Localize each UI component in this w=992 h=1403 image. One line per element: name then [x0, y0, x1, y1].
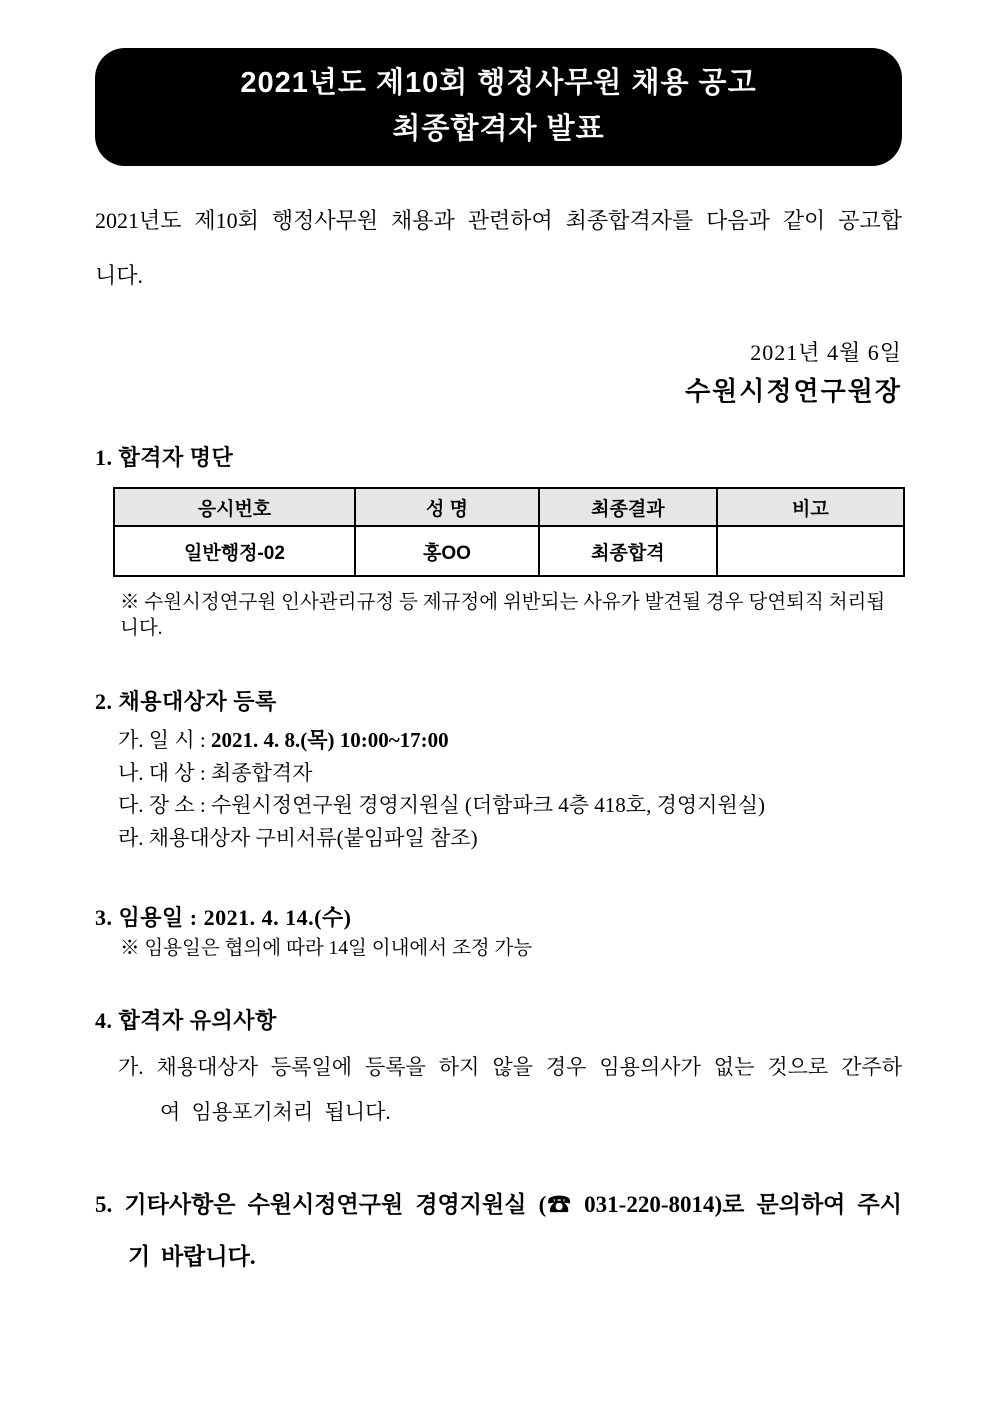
signature-block: [95, 335, 902, 413]
title-line-2: 최종합격자 발표: [392, 113, 605, 145]
section-5-contact: 5. 기타사항은 수원시정연구원 경영지원실 (☎ 031-220-8014)로 문의하여 주시기 바랍니다.: [95, 1192, 902, 1269]
list-item-required-documents: [118, 822, 902, 855]
pass-list-table: [113, 487, 905, 577]
section-4-title: 4. 합격자 유의사항: [95, 1008, 277, 1033]
title-banner: [95, 48, 902, 166]
item-value: 2021. 4. 8.(목) 10:00~17:00: [210, 728, 449, 752]
section-4-item: 가. 채용대상자 등록일에 등록을 하지 않을 경우 임용의사가 없는 것으로 간주하여 임용포기처리 됩니다.: [118, 1055, 902, 1124]
document-date: 2021년 4월 6일: [750, 340, 902, 365]
item-label: 라. 채용대상자 구비서류(붙임파일 참조): [118, 825, 478, 850]
list-item-registration-place: [118, 789, 902, 822]
section-1-note: ※ 수원시정연구원 인사관리규정 등 제규정에 위반되는 사유가 발견될 경우 당연퇴직 처리됩니다.: [120, 592, 886, 639]
table-row: [114, 526, 904, 576]
section-3: [95, 901, 902, 962]
section-1: [95, 441, 902, 642]
section-3-title: 3. 임용일 : 2021. 4. 14.(수): [95, 905, 352, 930]
section-1-title: 1. 합격자 명단: [95, 445, 234, 470]
item-label: 나. 대 상 : 최종합격자: [118, 760, 313, 785]
title-line-1: 2021년도 제10회 행정사무원 채용 공고: [240, 67, 757, 99]
table-header-final-result: 최종결과: [539, 488, 717, 526]
table-header-remarks: 비고: [717, 488, 904, 526]
item-label: 가. 일 시 :: [118, 728, 211, 752]
section-4: [95, 1004, 902, 1135]
table-header-name: 성 명: [355, 488, 539, 526]
intro-paragraph: 2021년도 제10회 행정사무원 채용과 관련하여 최종합격자를 다음과 같이 공고합니다.: [95, 208, 902, 288]
cell-remarks: [717, 526, 904, 576]
cell-final-result: 최종합격: [539, 526, 717, 576]
list-item-registration-target: [118, 757, 902, 790]
section-2-items: [118, 724, 902, 854]
table-header-row: [114, 488, 904, 526]
list-item-registration-datetime: [118, 724, 902, 757]
section-2-title: 2. 채용대상자 등록: [95, 689, 277, 714]
cell-name: 홍OO: [355, 526, 539, 576]
issuer-signature: 수원시정연구원장: [685, 377, 902, 406]
cell-exam-number: 일반행정-02: [114, 526, 355, 576]
section-3-note: ※ 임용일은 협의에 따라 14일 이내에서 조정 가능: [120, 938, 533, 959]
item-label: 다. 장 소 : 수원시정연구원 경영지원실 (더함파크 4층 418호, 경영지원실): [118, 793, 766, 817]
section-2: [95, 685, 902, 854]
table-header-exam-number: 응시번호: [114, 488, 355, 526]
